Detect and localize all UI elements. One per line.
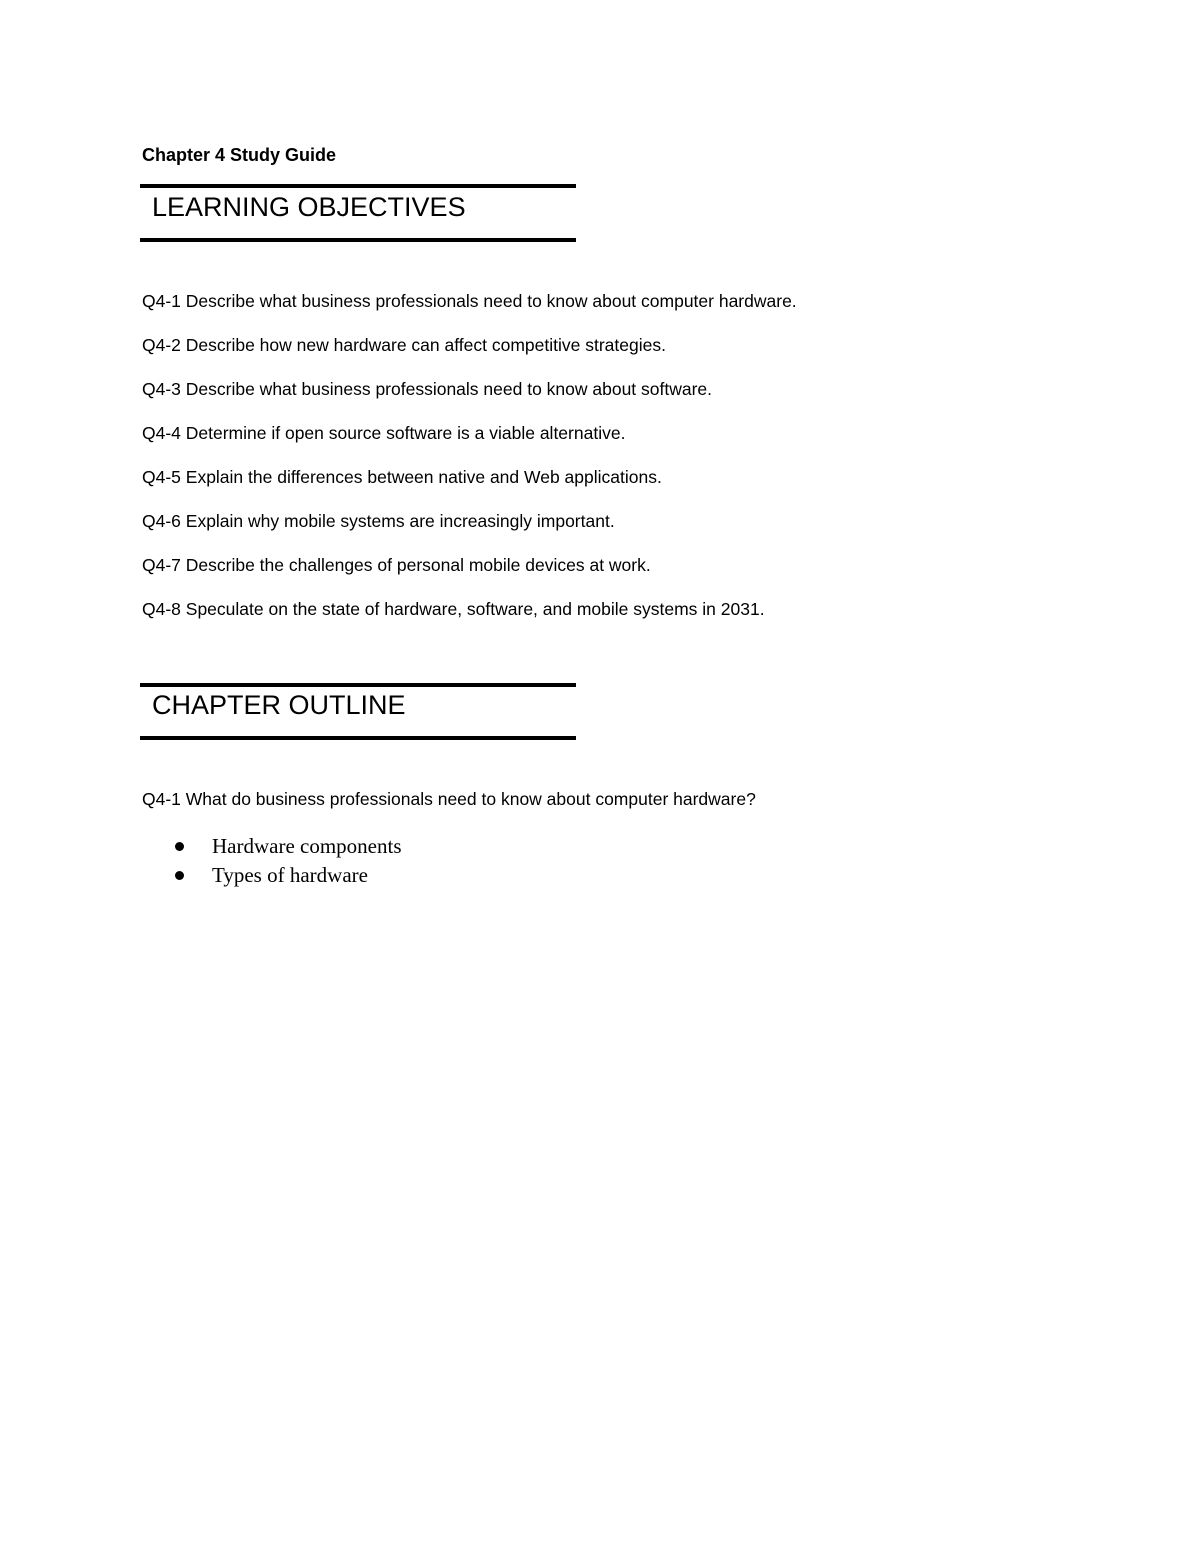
learning-objectives-list	[142, 288, 797, 640]
objective-item: Q4-8 Speculate on the state of hardware, software, and mobile systems in 2031.	[142, 599, 765, 619]
chapter-outline-top-rule	[140, 683, 576, 687]
outline-bullet-list	[212, 832, 402, 890]
bullet-text: Types of hardware	[212, 863, 368, 887]
objective-item: Q4-2 Describe how new hardware can affect competitive strategies.	[142, 335, 666, 355]
learning-objectives-bottom-rule	[140, 238, 576, 242]
page-title: Chapter 4 Study Guide	[142, 145, 337, 165]
objective-item: Q4-3 Describe what business professionals need to know about software.	[142, 379, 713, 399]
bullet-icon	[175, 871, 184, 880]
objective-item: Q4-6 Explain why mobile systems are increasingly important.	[142, 511, 615, 531]
objective-item: Q4-7 Describe the challenges of personal mobile devices at work.	[142, 555, 651, 575]
list-item	[212, 861, 402, 890]
objective-item: Q4-5 Explain the differences between native and Web applications.	[142, 467, 662, 487]
objective-item: Q4-1 Describe what business professionals need to know about computer hardware.	[142, 291, 797, 311]
outline-question: Q4-1 What do business professionals need to know about computer hardware?	[142, 789, 756, 809]
learning-objectives-heading: LEARNING OBJECTIVES	[152, 192, 466, 222]
chapter-outline-bottom-rule	[140, 736, 576, 740]
bullet-icon	[175, 842, 184, 851]
list-item	[212, 832, 402, 861]
bullet-text: Hardware components	[212, 834, 402, 858]
objective-item: Q4-4 Determine if open source software is a viable alternative.	[142, 423, 626, 443]
learning-objectives-top-rule	[140, 184, 576, 188]
chapter-outline-heading: CHAPTER OUTLINE	[152, 690, 406, 720]
